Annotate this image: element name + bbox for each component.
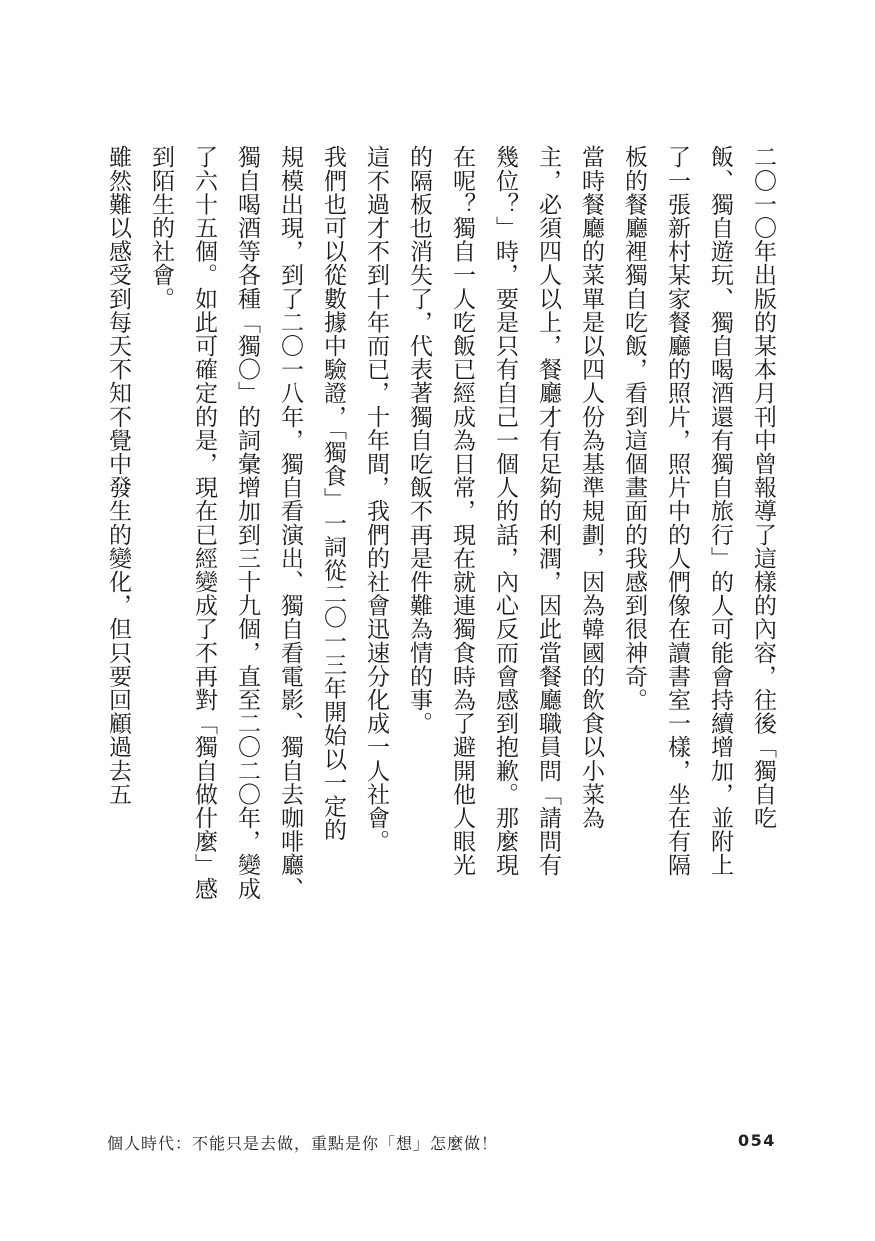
text-column: 這不過才不到十年而已，十年間，我們的社會迅速分化成一人社會。 <box>363 145 389 853</box>
text-column: 在呢？獨自一人吃飯已經成為日常，現在就連獨食時為了避開他人眼光 <box>449 145 475 877</box>
text-column: 當時餐廳的菜單是以四人份為基準規劃，因為韓國的飲食以小菜為 <box>578 145 604 830</box>
text-column: 我們也可以從數據中驗證，「獨食」一詞從二〇一三年開始以一定的 <box>320 145 346 842</box>
text-column: 了一張新村某家餐廳的照片，照片中的人們像在讀書室一樣，坐在有隔 <box>664 145 690 877</box>
text-column: 二〇一〇年出版的某本月刊中曾報導了這樣的內容，往後「獨自吃 <box>750 145 776 830</box>
text-column: 規模出現，到了二〇一八年，獨自看演出、獨自看電影、獨自去咖啡廳、 <box>277 145 303 901</box>
text-column: 獨自喝酒等各種「獨〇」的詞彙增加到三十九個，直至二〇二〇年，變成 <box>234 145 260 901</box>
text-column: 主，必須四人以上，餐廳才有足夠的利潤，因此當餐廳職員問「請問有 <box>535 145 561 877</box>
page-number: 054 <box>738 1131 776 1150</box>
text-column: 了六十五個。如此可確定的是，現在已經變成了不再對「獨自做什麼」感 <box>191 145 217 901</box>
running-footer-title: 個人時代：不能只是去做，重點是你「想」怎麼做！ <box>107 1134 499 1153</box>
text-column: 幾位？」時，要是只有自己一個人的話，內心反而會感到抱歉。那麼現 <box>492 145 518 877</box>
text-column: 飯、獨自遊玩、獨自喝酒還有獨自旅行」的人可能會持續增加，並附上 <box>707 145 733 877</box>
text-column: 的隔板也消失了，代表著獨自吃飯不再是件難為情的事。 <box>406 145 432 735</box>
text-column: 到陌生的社會。 <box>148 145 174 311</box>
text-column: 板的餐廳裡獨自吃飯，看到這個畫面的我感到很神奇。 <box>621 145 647 712</box>
text-column: 雖然難以感受到每天不知不覺中發生的變化，但只要回顧過去五 <box>105 145 131 806</box>
